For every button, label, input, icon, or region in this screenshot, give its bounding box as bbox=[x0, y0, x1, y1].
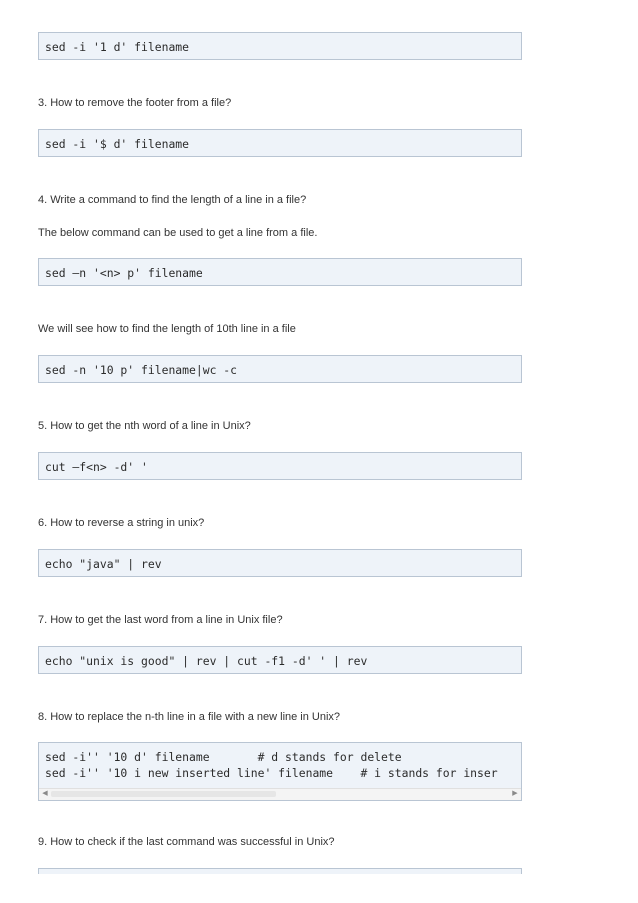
question-4: 4. Write a command to find the length of a line in a file? bbox=[38, 194, 307, 206]
arrow-right-icon[interactable]: ▶ bbox=[512, 790, 518, 797]
code-text-line-2: sed -i'' '10 i new inserted line' filename # i stands for inser bbox=[45, 766, 498, 780]
question-3: 3. How to remove the footer from a file? bbox=[38, 97, 232, 109]
horizontal-scrollbar[interactable] bbox=[39, 788, 521, 800]
question-5: 5. How to get the nth word of a line in Unix? bbox=[38, 420, 251, 432]
code-block-line-length bbox=[38, 355, 522, 383]
code-text: sed -i '1 d' filename bbox=[45, 40, 190, 54]
code-block-nth-word bbox=[38, 452, 522, 480]
question-8: 8. How to replace the n-th line in a file with a new line in Unix? bbox=[38, 711, 341, 723]
question-4-detail: We will see how to find the length of 10th line in a file bbox=[38, 323, 296, 335]
code-block-last-word bbox=[38, 646, 522, 674]
scrollbar-thumb[interactable] bbox=[51, 791, 276, 797]
question-9: 9. How to check if the last command was successful in Unix? bbox=[38, 836, 335, 848]
code-text: sed -i '$ d' filename bbox=[45, 137, 190, 151]
question-4-intro: The below command can be used to get a line from a file. bbox=[38, 227, 318, 239]
code-text-line-1: sed -i'' '10 d' filename # d stands for delete bbox=[45, 750, 402, 764]
code-block-replace-line[interactable] bbox=[38, 742, 522, 801]
code-block-reverse bbox=[38, 549, 522, 577]
code-block-get-line bbox=[38, 258, 522, 286]
code-text: cut –f<n> -d' ' bbox=[45, 460, 148, 474]
code-text: sed –n '<n> p' filename bbox=[45, 266, 203, 280]
code-block-delete-header bbox=[38, 32, 522, 60]
code-block-truncated bbox=[38, 868, 522, 874]
question-6: 6. How to reverse a string in unix? bbox=[38, 517, 205, 529]
arrow-left-icon[interactable]: ◀ bbox=[42, 790, 48, 797]
code-text: echo "unix is good" | rev | cut -f1 -d' ' | rev bbox=[45, 654, 368, 668]
code-text: echo "java" | rev bbox=[45, 557, 162, 571]
question-7: 7. How to get the last word from a line in Unix file? bbox=[38, 614, 283, 626]
code-text: sed -n '10 p' filename|wc -c bbox=[45, 363, 238, 377]
code-block-delete-footer bbox=[38, 129, 522, 157]
